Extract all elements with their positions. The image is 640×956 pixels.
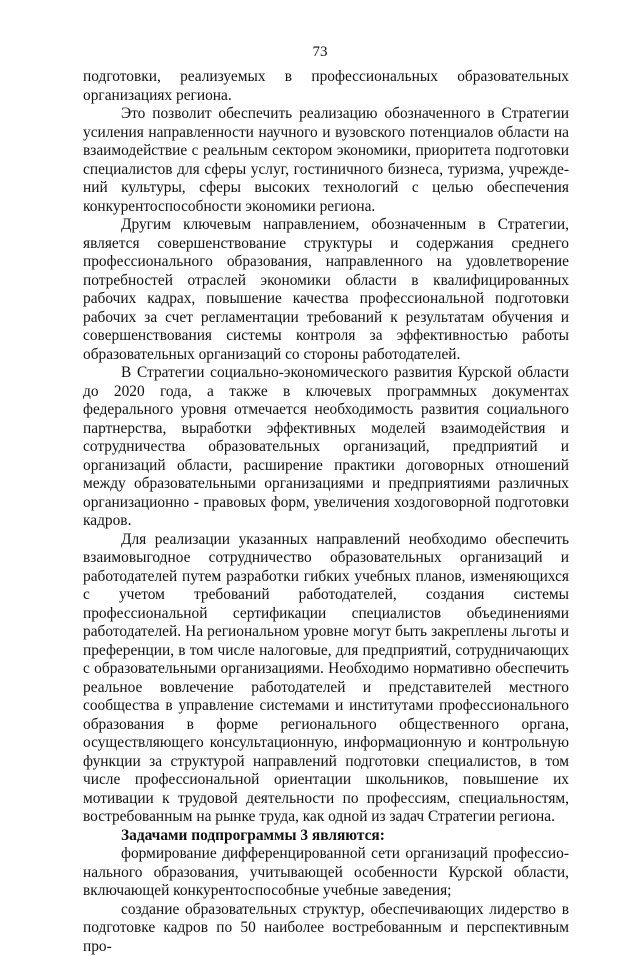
task-list-item: формирование дифференцированной сети организаций профессионального образования, учитывающей особенности Курской области, включающей конкурентоспособные учебные заведения; (83, 845, 569, 901)
document-body (83, 68, 569, 956)
paragraph-key-direction: Другим ключевым направлением, обозначенным в Стратегии, является совершенствование структуры и содержания среднего профессионального образования, направленного на удовлетворение потребностей отраслей экономики области в квалифицированных рабочих кадрах, повышение качества профессиональной подготовки рабочих за счет регламентации требований к результатам обучения и совершенствования системы контроля за эффективностью работы образовательных организаций со стороны работодателей. (83, 216, 569, 364)
paragraph-continuation: подготовки, реализуемых в профессиональных образовательных организациях региона. (83, 68, 569, 105)
paragraph-strategy-implementation: Это позволит обеспечить реализацию обозначенного в Стратегии усиления направленности научного и вузовского потенциалов области на взаимодействие с реальным сектором экономики, приоритета подготовки специалистов для сферы услуг, гостиничного бизнеса, туризма, учреждений культуры, сферы высоких технологий с целью обеспечения конкурентоспособности экономики региона. (83, 105, 569, 216)
task-list-item: создание образовательных структур, обеспечивающих лидерство в подготовке кадров по 50 наиболее востребованным и перспективным про- (83, 901, 569, 956)
paragraph-social-partnership: В Стратегии социально-экономического развития Курской области до 2020 года, а также в ключевых программных документах федерального уровня отмечается необходимость развития социального партнерства, выработки эффективных моделей взаимодействия и сотрудничества образовательных организаций, предприятий и организаций области, расширение практики договорных отношений между образовательными организациями и предприятиями различных организационно - правовых форм, увеличения хоздоговорной подготовки кадров. (83, 364, 569, 531)
subprogram-tasks-heading: Задачами подпрограммы 3 являются: (83, 827, 569, 846)
paragraph-cooperation: Для реализации указанных направлений необходимо обеспечить взаимовыгодное сотрудничество образовательных организаций и работодателей путем разработки гибких учебных планов, изменяющихся с учетом требований работодателей, создания системы профессиональной сертификации специалистов объединениями работодателей. На региональном уровне могут быть закреплены льготы и преференции, в том числе налоговые, для предприятий, сотрудничающих с образовательными организациями. Необходимо нормативно обеспечить реальное вовлечение работодателей и представителей местного сообщества в управление системами и институтами профессионального образования в форме регионального общественного органа, осуществляющего консультационную, информационную и контрольную функции за структурой направлений подготовки специалистов, в том числе профессиональной ориентации школьников, повышение их мотивации к трудовой деятельности по профессиям, специальностям, востребованным на рынке труда, как одной из задач Стратегии региона. (83, 531, 569, 827)
page-number: 73 (0, 44, 640, 61)
